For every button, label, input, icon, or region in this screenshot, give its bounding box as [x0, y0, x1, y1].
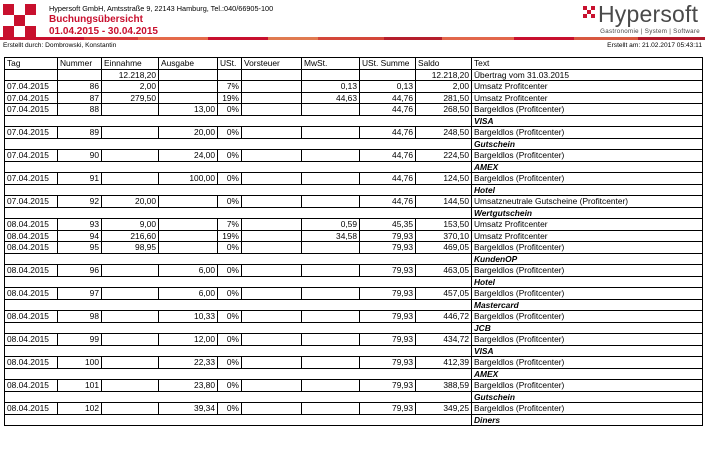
cell-mwst	[302, 334, 360, 346]
cell-text: Bargeldlos (Profitcenter)	[472, 242, 703, 254]
cell-vorsteuer	[242, 357, 302, 369]
cell-ust: 0%	[218, 380, 242, 392]
cell-vorsteuer	[242, 81, 302, 93]
cell-einnahme: 9,00	[102, 219, 159, 231]
cell-nummer: 86	[58, 81, 102, 93]
cell-ausgabe	[159, 219, 218, 231]
brand-tagline: Gastronomie | System | Software	[600, 28, 700, 35]
cell-vorsteuer	[242, 288, 302, 300]
cell-text: Umsatz Profitcenter	[472, 230, 703, 242]
cell-ust: 0%	[218, 288, 242, 300]
cell-vorsteuer	[242, 334, 302, 346]
note-spacer	[5, 276, 472, 288]
cell-tag: 07.04.2015	[5, 150, 58, 162]
cell-ust-summe: 44,76	[360, 104, 416, 116]
cell-ust: 0%	[218, 127, 242, 139]
cell-saldo: 153,50	[416, 219, 472, 231]
cell-mwst	[302, 150, 360, 162]
cell-vorsteuer	[242, 104, 302, 116]
note-spacer	[5, 115, 472, 127]
cell-nummer: 96	[58, 265, 102, 277]
cell-vorsteuer	[242, 150, 302, 162]
cell-vorsteuer	[242, 127, 302, 139]
col-header-ausgabe: Ausgabe	[159, 58, 218, 70]
cell-einnahme	[102, 403, 159, 415]
payment-note-row	[5, 322, 703, 334]
cell-nummer: 89	[58, 127, 102, 139]
cell-mwst	[302, 196, 360, 208]
cell-saldo: 224,50	[416, 150, 472, 162]
cell-text: Bargeldlos (Profitcenter)	[472, 334, 703, 346]
table-row	[5, 380, 703, 392]
cell-ust: 7%	[218, 81, 242, 93]
cell-tag: 08.04.2015	[5, 265, 58, 277]
cell-nummer: 102	[58, 403, 102, 415]
table-row	[5, 104, 703, 116]
cell-tag: 07.04.2015	[5, 81, 58, 93]
cell-mwst	[302, 265, 360, 277]
cell-einnahme	[102, 150, 159, 162]
cell-ust: 0%	[218, 403, 242, 415]
cell-nummer: 95	[58, 242, 102, 254]
cell-ust-summe: 44,76	[360, 150, 416, 162]
hypersoft-logo	[3, 4, 37, 37]
cell-einnahme	[102, 288, 159, 300]
cell-tag: 08.04.2015	[5, 288, 58, 300]
cell-einnahme	[102, 104, 159, 116]
cell-mwst	[302, 380, 360, 392]
table-row	[5, 265, 703, 277]
cell-mwst	[302, 357, 360, 369]
cell-ausgabe: 22,33	[159, 357, 218, 369]
note-spacer	[5, 253, 472, 265]
cell-vorsteuer	[242, 380, 302, 392]
cell-mwst	[302, 288, 360, 300]
cell-ausgabe	[159, 242, 218, 254]
cell-ausgabe: 20,00	[159, 127, 218, 139]
cell-vorsteuer	[242, 265, 302, 277]
payment-method-note: Diners	[472, 414, 703, 426]
cell-ausgabe	[159, 196, 218, 208]
note-spacer	[5, 345, 472, 357]
cell-mwst	[302, 104, 360, 116]
payment-note-row	[5, 115, 703, 127]
cell-saldo: 370,10	[416, 230, 472, 242]
note-spacer	[5, 161, 472, 173]
col-header-saldo: Saldo	[416, 58, 472, 70]
cell-nummer: 98	[58, 311, 102, 323]
cell-text: Umsatz Profitcenter	[472, 92, 703, 104]
cell-nummer: 94	[58, 230, 102, 242]
cell-ust-summe: 79,93	[360, 265, 416, 277]
note-spacer	[5, 391, 472, 403]
cell-saldo: 457,05	[416, 288, 472, 300]
payment-method-note: AMEX	[472, 368, 703, 380]
cell-mwst	[302, 69, 360, 81]
cell-ausgabe	[159, 92, 218, 104]
table-row	[5, 357, 703, 369]
payment-method-note: Hotel	[472, 184, 703, 196]
cell-ust-summe: 79,93	[360, 311, 416, 323]
cell-einnahme	[102, 380, 159, 392]
created-by: Erstellt durch: Dombrowski, Konstantin	[3, 42, 117, 49]
col-header-tag: Tag	[5, 58, 58, 70]
cell-ust-summe: 79,93	[360, 334, 416, 346]
cell-text: Umsatzneutrale Gutscheine (Profitcenter)	[472, 196, 703, 208]
table-row	[5, 334, 703, 346]
cell-text: Bargeldlos (Profitcenter)	[472, 104, 703, 116]
cell-mwst	[302, 127, 360, 139]
cell-text: Umsatz Profitcenter	[472, 81, 703, 93]
report-title: Buchungsübersicht	[49, 14, 143, 25]
table-row	[5, 92, 703, 104]
cell-nummer: 92	[58, 196, 102, 208]
cell-ust: 0%	[218, 104, 242, 116]
cell-ust-summe: 79,93	[360, 403, 416, 415]
cell-nummer	[58, 69, 102, 81]
cell-einnahme	[102, 173, 159, 185]
cell-nummer: 97	[58, 288, 102, 300]
cell-einnahme: 216,60	[102, 230, 159, 242]
cell-ust: 7%	[218, 219, 242, 231]
cell-vorsteuer	[242, 173, 302, 185]
col-header-ust: USt.	[218, 58, 242, 70]
cell-mwst	[302, 311, 360, 323]
cell-ausgabe: 12,00	[159, 334, 218, 346]
table-row	[5, 403, 703, 415]
note-spacer	[5, 184, 472, 196]
table-row	[5, 242, 703, 254]
note-spacer	[5, 299, 472, 311]
cell-ust: 0%	[218, 242, 242, 254]
cell-ausgabe: 13,00	[159, 104, 218, 116]
cell-ausgabe: 39,34	[159, 403, 218, 415]
col-header-nummer: Nummer	[58, 58, 102, 70]
cell-tag: 07.04.2015	[5, 104, 58, 116]
cell-einnahme	[102, 127, 159, 139]
cell-tag: 08.04.2015	[5, 311, 58, 323]
cell-tag: 07.04.2015	[5, 92, 58, 104]
payment-note-row	[5, 299, 703, 311]
cell-nummer: 100	[58, 357, 102, 369]
cell-vorsteuer	[242, 242, 302, 254]
cell-einnahme	[102, 357, 159, 369]
cell-ust: 19%	[218, 92, 242, 104]
cell-saldo: 124,50	[416, 173, 472, 185]
cell-vorsteuer	[242, 311, 302, 323]
cell-saldo: 412,39	[416, 357, 472, 369]
cell-ust-summe: 79,93	[360, 242, 416, 254]
table-row	[5, 150, 703, 162]
table-row	[5, 196, 703, 208]
cell-ust-summe: 79,93	[360, 380, 416, 392]
cell-ausgabe: 100,00	[159, 173, 218, 185]
cell-vorsteuer	[242, 230, 302, 242]
cell-text: Bargeldlos (Profitcenter)	[472, 403, 703, 415]
cell-ust: 0%	[218, 196, 242, 208]
cell-text: Bargeldlos (Profitcenter)	[472, 173, 703, 185]
cell-ust-summe: 44,76	[360, 173, 416, 185]
cell-nummer: 99	[58, 334, 102, 346]
payment-note-row	[5, 207, 703, 219]
cell-tag: 07.04.2015	[5, 173, 58, 185]
cell-text: Bargeldlos (Profitcenter)	[472, 380, 703, 392]
cell-saldo: 144,50	[416, 196, 472, 208]
cell-ust-summe: 45,35	[360, 219, 416, 231]
table-row	[5, 230, 703, 242]
payment-note-row	[5, 368, 703, 380]
cell-ausgabe	[159, 81, 218, 93]
cell-ust: 0%	[218, 265, 242, 277]
cell-ust-summe: 0,13	[360, 81, 416, 93]
cell-ausgabe: 6,00	[159, 288, 218, 300]
cell-tag: 08.04.2015	[5, 230, 58, 242]
report-period: 01.04.2015 - 30.04.2015	[49, 26, 158, 37]
payment-note-row	[5, 345, 703, 357]
brand-mark-icon	[583, 6, 595, 22]
cell-ust-summe: 79,93	[360, 357, 416, 369]
cell-mwst	[302, 403, 360, 415]
cell-ust-summe	[360, 69, 416, 81]
col-header-mwst: MwSt.	[302, 58, 360, 70]
cell-ausgabe	[159, 230, 218, 242]
col-header-text: Text	[472, 58, 703, 70]
cell-saldo: 446,72	[416, 311, 472, 323]
cell-nummer: 101	[58, 380, 102, 392]
payment-method-note: Hotel	[472, 276, 703, 288]
payment-method-note: Gutschein	[472, 391, 703, 403]
cell-text: Bargeldlos (Profitcenter)	[472, 265, 703, 277]
cell-text: Übertrag vom 31.03.2015	[472, 69, 703, 81]
cell-nummer: 91	[58, 173, 102, 185]
cell-vorsteuer	[242, 196, 302, 208]
cell-mwst	[302, 173, 360, 185]
cell-tag: 08.04.2015	[5, 219, 58, 231]
cell-ausgabe: 6,00	[159, 265, 218, 277]
cell-text: Bargeldlos (Profitcenter)	[472, 150, 703, 162]
cell-vorsteuer	[242, 219, 302, 231]
cell-ust-summe: 44,76	[360, 196, 416, 208]
table-row	[5, 81, 703, 93]
cell-ausgabe	[159, 69, 218, 81]
cell-vorsteuer	[242, 92, 302, 104]
cell-saldo: 388,59	[416, 380, 472, 392]
created-at: Erstellt am: 21.02.2017 05:43:11	[607, 42, 702, 49]
cell-tag: 08.04.2015	[5, 242, 58, 254]
payment-method-note: Mastercard	[472, 299, 703, 311]
cell-saldo: 434,72	[416, 334, 472, 346]
cell-einnahme	[102, 334, 159, 346]
cell-nummer: 87	[58, 92, 102, 104]
cell-ust-summe: 79,93	[360, 288, 416, 300]
company-address: Hypersoft GmbH, Amtsstraße 9, 22143 Hamburg, Tel.:040/66905-100	[49, 4, 274, 13]
table-row	[5, 173, 703, 185]
cell-text: Bargeldlos (Profitcenter)	[472, 357, 703, 369]
cell-tag: 08.04.2015	[5, 380, 58, 392]
payment-method-note: Wertgutschein	[472, 207, 703, 219]
cell-tag: 08.04.2015	[5, 357, 58, 369]
cell-tag: 07.04.2015	[5, 127, 58, 139]
cell-einnahme	[102, 311, 159, 323]
cell-ust: 0%	[218, 334, 242, 346]
cell-tag: 08.04.2015	[5, 403, 58, 415]
table-row	[5, 69, 703, 81]
cell-vorsteuer	[242, 69, 302, 81]
brand-name: Hypersoft	[598, 1, 699, 27]
col-header-einnahme: Einnahme	[102, 58, 159, 70]
cell-ust: 0%	[218, 357, 242, 369]
payment-note-row	[5, 184, 703, 196]
payment-method-note: VISA	[472, 115, 703, 127]
cell-saldo: 281,50	[416, 92, 472, 104]
cell-tag: 08.04.2015	[5, 334, 58, 346]
table-body	[5, 69, 703, 426]
col-header-ust-summe: USt. Summe	[360, 58, 416, 70]
cell-mwst: 34,58	[302, 230, 360, 242]
cell-ausgabe: 10,33	[159, 311, 218, 323]
cell-mwst: 0,13	[302, 81, 360, 93]
cell-ust-summe: 79,93	[360, 230, 416, 242]
cell-mwst: 44,63	[302, 92, 360, 104]
note-spacer	[5, 207, 472, 219]
cell-saldo: 463,05	[416, 265, 472, 277]
payment-note-row	[5, 161, 703, 173]
table-row	[5, 311, 703, 323]
cell-saldo: 469,05	[416, 242, 472, 254]
payment-method-note: Gutschein	[472, 138, 703, 150]
cell-ust-summe: 44,76	[360, 127, 416, 139]
cell-nummer: 88	[58, 104, 102, 116]
cell-einnahme: 98,95	[102, 242, 159, 254]
col-header-vorsteuer: Vorsteuer	[242, 58, 302, 70]
cell-ust: 0%	[218, 173, 242, 185]
cell-text: Umsatz Profitcenter	[472, 219, 703, 231]
payment-method-note: AMEX	[472, 161, 703, 173]
cell-ust: 0%	[218, 150, 242, 162]
cell-saldo: 2,00	[416, 81, 472, 93]
booking-table	[4, 57, 703, 426]
note-spacer	[5, 368, 472, 380]
cell-text: Bargeldlos (Profitcenter)	[472, 127, 703, 139]
note-spacer	[5, 138, 472, 150]
cell-ust: 0%	[218, 311, 242, 323]
payment-note-row	[5, 253, 703, 265]
cell-einnahme: 12.218,20	[102, 69, 159, 81]
cell-einnahme: 2,00	[102, 81, 159, 93]
cell-saldo: 12.218,20	[416, 69, 472, 81]
payment-method-note: JCB	[472, 322, 703, 334]
cell-einnahme	[102, 265, 159, 277]
table-header-row	[5, 58, 703, 70]
cell-vorsteuer	[242, 403, 302, 415]
note-spacer	[5, 414, 472, 426]
payment-method-note: KundenOP	[472, 253, 703, 265]
cell-mwst: 0,59	[302, 219, 360, 231]
brand-block	[583, 3, 701, 37]
cell-ust-summe: 44,76	[360, 92, 416, 104]
cell-text: Bargeldlos (Profitcenter)	[472, 288, 703, 300]
payment-note-row	[5, 391, 703, 403]
cell-nummer: 90	[58, 150, 102, 162]
payment-note-row	[5, 276, 703, 288]
table-row	[5, 127, 703, 139]
table-row	[5, 288, 703, 300]
cell-tag: 07.04.2015	[5, 196, 58, 208]
cell-tag	[5, 69, 58, 81]
cell-saldo: 248,50	[416, 127, 472, 139]
cell-ausgabe: 24,00	[159, 150, 218, 162]
payment-method-note: VISA	[472, 345, 703, 357]
payment-note-row	[5, 414, 703, 426]
table-row	[5, 219, 703, 231]
cell-text: Bargeldlos (Profitcenter)	[472, 311, 703, 323]
cell-saldo: 268,50	[416, 104, 472, 116]
header-color-stripe	[0, 37, 705, 40]
cell-mwst	[302, 242, 360, 254]
note-spacer	[5, 322, 472, 334]
cell-einnahme: 20,00	[102, 196, 159, 208]
cell-ausgabe: 23,80	[159, 380, 218, 392]
cell-ust	[218, 69, 242, 81]
payment-note-row	[5, 138, 703, 150]
cell-ust: 19%	[218, 230, 242, 242]
cell-einnahme: 279,50	[102, 92, 159, 104]
cell-nummer: 93	[58, 219, 102, 231]
cell-saldo: 349,25	[416, 403, 472, 415]
